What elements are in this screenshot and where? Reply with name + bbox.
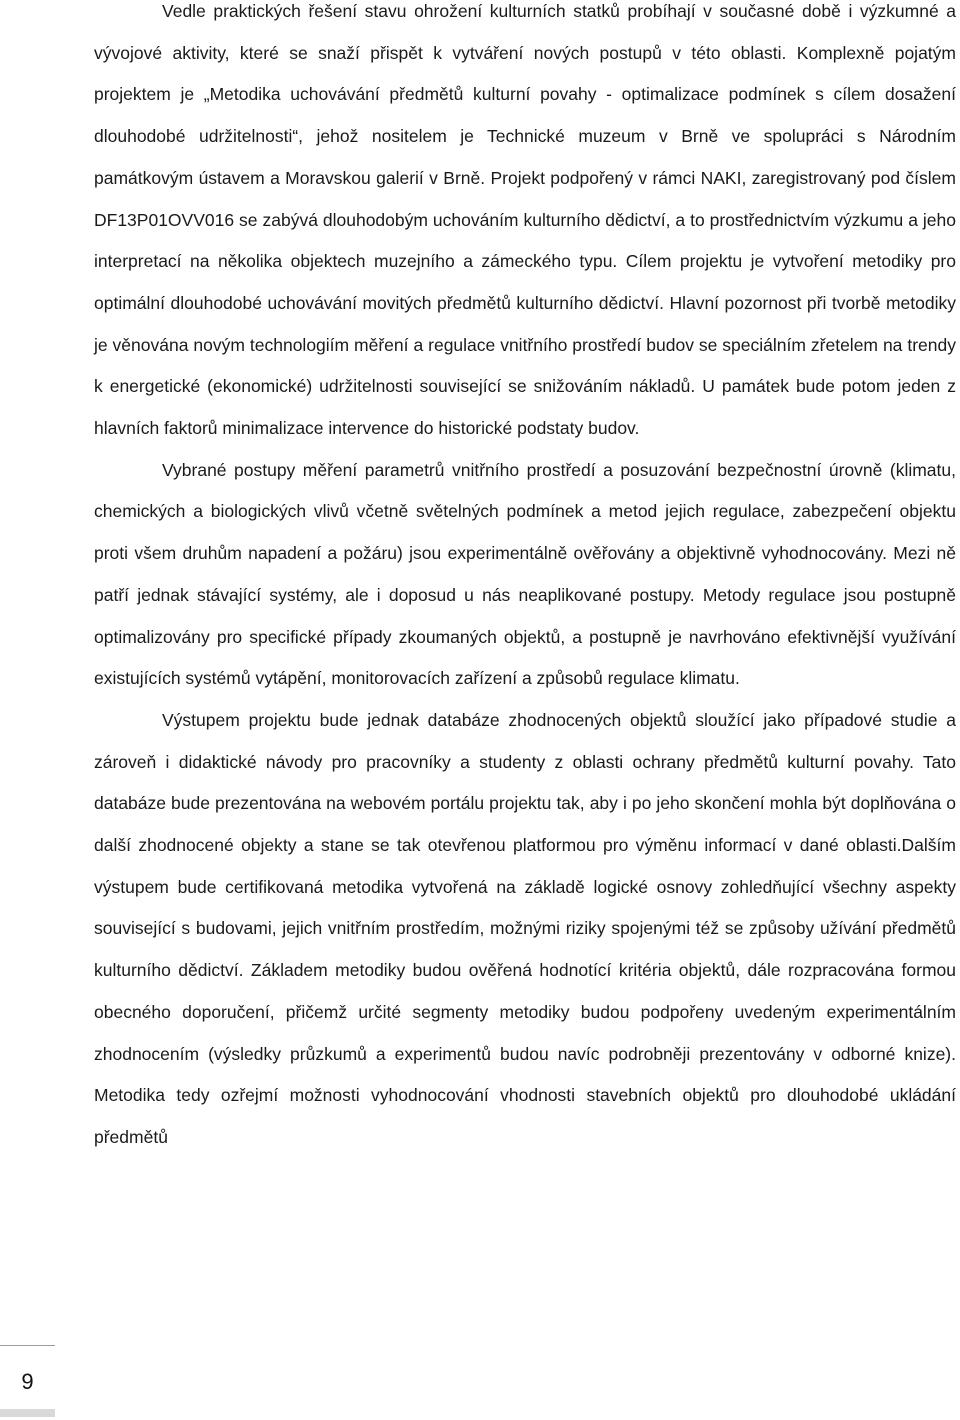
footer-divider bbox=[0, 1345, 55, 1346]
page-number-footer bbox=[0, 1345, 55, 1420]
paragraph-3: Výstupem projektu bude jednak databáze zhodnocených objektů sloužící jako případové studie a zároveň i didaktické návody pro pracovníky a studenty z oblasti ochrany předmětů kulturní povahy. Tato databáze bude prezentována na webovém portálu projektu tak, aby i po jeho skončení mohla být doplňována o další zhodnocené objekty a stane se tak otevřenou platformou pro výměnu informací v dané oblasti.Dalším výstupem bude certifikovaná metodika vytvořená na základě logické osnovy zohledňující všechny aspekty související s budovami, jejich vnitřním prostředím, možnými riziky spojenými též se způsoby užívání předmětů kulturního dědictví. Základem metodiky budou ověřená hodnotící kritéria objektů, dále rozpracována formou obecného doporučení, přičemž určité segmenty metodiky budou podpořeny uvedeným experimentálním zhodnocením (výsledky průzkumů a experimentů budou navíc podrobněji prezentovány v odborné knize). Metodika tedy ozřejmí možnosti vyhodnocování vhodnosti stavebních objektů pro dlouhodobé ukládání předmětů bbox=[94, 709, 956, 1147]
page-number: 9 bbox=[21, 1369, 34, 1394]
document-body bbox=[94, 0, 956, 1159]
paragraph-1: Vedle praktických řešení stavu ohrožení kulturních statků probíhají v současné době i výzkumné a vývojové aktivity, které se snaží přispět k vytváření nových postupů v této oblasti. Komplexně pojatým projektem je „Metodika uchovávání předmětů kulturní povahy - optimalizace podmínek s cílem dosažení dlouhodobé udržitelnosti“, jehož nositelem je Technické muzeum v Brně ve spolupráci s Národním památkovým ústavem a Moravskou galerií v Brně. Projekt podpořený v rámci NAKI, zaregistrovaný pod číslem DF13P01OVV016 se zabývá dlouhodobým uchováním kulturního dědictví, a to prostřednictvím výzkumu a jeho interpretací na několika objektech muzejního a zámeckého typu. Cílem projektu je vytvoření metodiky pro optimální dlouhodobé uchovávání movitých předmětů kulturního dědictví. Hlavní pozornost při tvorbě metodiky je věnována novým technologiím měření a regulace vnitřního prostředí budov se speciálním zřetelem na trendy k energetické (ekonomické) udržitelnosti související se snižováním nákladů. U památek bude potom jeden z hlavních faktorů minimalizace intervence do historické podstaty budov. bbox=[94, 1, 956, 439]
footer-bar bbox=[0, 1409, 55, 1417]
paragraph-2: Vybrané postupy měření parametrů vnitřního prostředí a posuzování bezpečnostní úrovně (klimatu, chemických a biologických vlivů včetně světelných podmínek a metod jejich regulace, zabezpečení objektu proti všem druhům napadení a požáru) jsou experimentálně ověřovány a objektivně vyhodnocovány. Mezi ně patří jednak stávající systémy, ale i doposud u nás neaplikované postupy. Metody regulace jsou postupně optimalizovány pro specifické případy zkoumaných objektů, a postupně je navrhováno efektivnější využívání existujících systémů vytápění, monitorovacích zařízení a způsobů regulace klimatu. bbox=[94, 459, 956, 689]
